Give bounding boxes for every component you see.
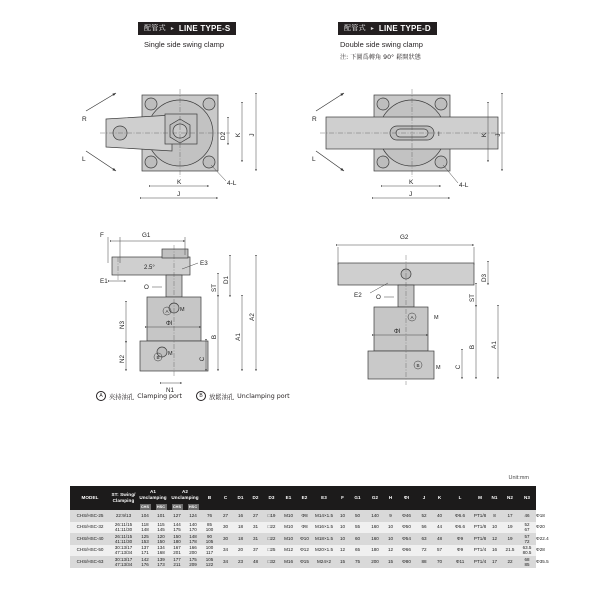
cell-c: 30: [222, 535, 229, 541]
dim-label-i: I: [438, 132, 440, 138]
cell-a1-chs: 104: [141, 512, 149, 518]
table-row: CHS/HSC-32 26:11/15 41:11/30 118 148 115 145 144 175 140 170 85 100 30 18 31 □22 M10 Φ8 M16×1.5 10 55 160 10 Φ50 56 44 Φ6.6 PT1/8 10 19 52 67 Φ20: [70, 522, 536, 534]
cell-l: Φ6.6: [455, 524, 466, 530]
cell-st: 22:9/13: [115, 512, 132, 518]
dim-label-k: K: [409, 179, 414, 186]
dim-label-j-vert: J: [249, 133, 256, 137]
cell-l: Φ9: [456, 547, 464, 553]
cell-a2-hsc: 166 200: [189, 545, 197, 556]
col-m: M: [473, 486, 487, 510]
cell-d2: 37: [252, 547, 259, 553]
section-header-right: [338, 17, 437, 61]
cell-d3: □25: [267, 547, 276, 553]
dim-label-d1: D1: [223, 275, 230, 285]
cell-d3: □22: [267, 524, 276, 530]
col-phi-i: ΦI: [397, 486, 416, 510]
legend-clamping-cn: 夾持油孔: [109, 393, 135, 401]
dim-label-4l: 4-L: [227, 180, 237, 187]
badge-cn-label: 配管式: [144, 24, 166, 32]
cell-e1: M10: [284, 512, 293, 518]
drawing-double-side-top-view: [310, 75, 525, 210]
badge-en-label: LINE TYPE-D: [378, 23, 431, 33]
cell-h: 9: [389, 512, 392, 518]
col-g2: G2: [366, 486, 384, 510]
drawing-double-side-side-view: [330, 225, 535, 395]
col-l: L: [447, 486, 473, 510]
circle-a-icon: A: [96, 391, 106, 401]
cell-n1: 8: [493, 512, 496, 518]
cell-b: 90 105: [205, 533, 214, 544]
section-note-right: 注: 下圖爲轉角 90° 鬆開狀態: [340, 54, 421, 61]
badge-cn-label: 配管式: [344, 24, 366, 32]
cell-d1: 23: [237, 558, 244, 564]
col-b: B: [201, 486, 218, 510]
cell-e1: M12: [284, 547, 293, 553]
legend-unclamping-cn: 放鬆油孔: [208, 393, 235, 401]
dim-label-r: R: [312, 116, 317, 123]
cell-d2: 27: [252, 512, 259, 518]
cell-m: PT1/8: [473, 535, 487, 541]
cell-e1: M10: [284, 535, 293, 541]
cell-a1-hsc: 115 145: [157, 522, 165, 533]
cell-d1: 20: [237, 547, 244, 553]
col-d2: D2: [248, 486, 263, 510]
dim-label-j-vert: J: [495, 133, 502, 137]
cell-a2-chs: 167 201: [173, 545, 181, 556]
cell-j: 52: [421, 512, 427, 518]
section-header-left: [138, 17, 236, 49]
dim-label-4l: 4-L: [459, 182, 469, 189]
dim-label-e3: E3: [200, 260, 208, 267]
dim-label-k-vert: K: [481, 132, 488, 138]
cell-model: CHS/HSC-32: [76, 524, 104, 530]
cell-g2: 140: [371, 512, 379, 518]
badge-separator-icon: ▸: [370, 25, 374, 32]
cell-st: 26:11/15 41:11/30: [114, 533, 133, 544]
cell-g1: 65: [354, 547, 361, 553]
badge-line-type-d: [338, 22, 437, 35]
port-label-m-a: M: [434, 315, 439, 321]
dim-label-b: B: [469, 344, 476, 350]
legend-clamping-en: Clamping port: [137, 392, 182, 400]
cell-k: 70: [436, 558, 443, 564]
cell-m: PT1/8: [473, 524, 487, 530]
col-e1: E1: [280, 486, 297, 510]
cell-n2: 21.5: [505, 547, 515, 553]
cell-st: 30:13/17 47:13/34: [114, 556, 133, 567]
sub-chip-hsc: HSC: [188, 504, 198, 509]
dim-label-angle: 2.5°: [144, 265, 155, 271]
header-row-main: MODEL ST: Swing/ Clamping A1 Unclamping A2 Unclamping B C D1 D2 D3 E1 E2 E3 F G1 G2 H ΦI J K L M N1 N2 N3 Q: [70, 486, 536, 503]
cell-h: 15: [387, 558, 394, 564]
cell-d2: 31: [252, 524, 259, 530]
dim-label-e2: E2: [354, 292, 362, 299]
dim-label-r: R: [82, 116, 87, 123]
subcol-a2-hsc: [185, 503, 201, 510]
circle-b-icon: B: [196, 391, 206, 401]
cell-n3: 46: [524, 512, 530, 518]
dim-label-phi-i: ΦI: [166, 321, 173, 327]
dim-label-l: L: [82, 156, 86, 163]
cell-k: 57: [436, 547, 443, 553]
cell-a1-chs: 125 153: [141, 533, 149, 544]
cell-g1: 50: [354, 512, 361, 518]
cell-e1: M10: [284, 524, 293, 530]
cell-m: PT1/4: [473, 558, 487, 564]
port-legend: [96, 391, 290, 401]
col-h: H: [384, 486, 397, 510]
dim-label-st: ST: [469, 293, 476, 303]
cell-j: 72: [421, 547, 427, 553]
cell-e1: M16: [284, 558, 293, 564]
table-row: CHS/HSC-40 26:11/15 41:11/30 125 153 120 150 150 180 148 178 90 105 30 18 31 □22 M10 Φ10 M18×1.5 10 60 160 10 Φ54 63 48 Φ9 PT1/8 12 19 57 72 Φ22.4: [70, 533, 536, 545]
port-label-m-a: M: [180, 307, 185, 313]
dim-label-d3: D3: [481, 273, 488, 283]
cell-j: 56: [421, 524, 427, 530]
col-a1: A1 Unclamping: [137, 486, 169, 503]
port-label-m-b: M: [168, 351, 173, 357]
dim-label-l: L: [312, 156, 316, 163]
section-subtitle-left: Single side swing clamp: [144, 40, 225, 49]
badge-line-type-s: [138, 22, 236, 35]
cell-a1-hsc: 101: [157, 512, 165, 518]
cell-n1: 17: [491, 558, 498, 564]
cell-g1: 75: [354, 558, 361, 564]
col-e3: E3: [312, 486, 336, 510]
spec-table: [70, 486, 549, 568]
cell-e3: M18×1.5: [315, 535, 334, 541]
sub-chip-hsc: HSC: [156, 504, 166, 509]
cell-g1: 55: [354, 524, 361, 530]
dim-label-a2: A2: [249, 313, 256, 321]
col-n2: N2: [502, 486, 518, 510]
cell-f: 10: [339, 535, 346, 541]
cell-d3: □32: [267, 558, 276, 564]
port-marker-a: A: [410, 315, 414, 320]
dim-label-b: B: [211, 334, 218, 340]
cell-e3: M14×1.5: [315, 512, 334, 518]
cell-d1: 18: [237, 524, 244, 530]
dim-label-k-vert: K: [235, 132, 242, 138]
cell-g2: 180: [371, 547, 379, 553]
cell-st: 26:11/15 41:11/30: [114, 522, 133, 533]
dim-label-a1: A1: [491, 341, 498, 349]
col-e2: E2: [297, 486, 312, 510]
col-st: ST: Swing/ Clamping: [110, 486, 137, 510]
dim-label-c: C: [199, 356, 206, 362]
unit-note: Unit:mm: [508, 475, 529, 481]
dim-label-st: ST: [211, 283, 218, 293]
cell-d2: 48: [252, 558, 259, 564]
col-d1: D1: [233, 486, 248, 510]
cell-e3: M24×2: [316, 558, 332, 564]
cell-n2: 19: [507, 524, 513, 530]
cell-d2: 31: [252, 535, 259, 541]
cell-a1-hsc: 134 168: [157, 545, 165, 556]
col-a2: A2 Unclamping: [169, 486, 201, 503]
port-marker-b: B: [156, 355, 160, 360]
cell-n3: 68 85: [524, 556, 530, 567]
drawing-single-side-side-view: [90, 225, 295, 395]
cell-b: 100 117: [205, 545, 214, 556]
cell-c: 30: [222, 524, 229, 530]
cell-a1-chs: 142 176: [141, 556, 149, 567]
cell-e2: Φ8: [301, 524, 308, 530]
cell-g1: 60: [354, 535, 361, 541]
port-label-m-b: M: [436, 365, 441, 371]
cell-e2: Φ10: [300, 535, 309, 541]
cell-phi-i: Φ54: [402, 535, 411, 541]
cell-a2-chs: 150 180: [173, 533, 181, 544]
cell-e3: M16×1.5: [315, 524, 334, 530]
col-n1: N1: [487, 486, 502, 510]
cell-b: 85 100: [205, 522, 214, 533]
col-g1: G1: [349, 486, 366, 510]
cell-g2: 160: [371, 535, 379, 541]
cell-h: 12: [387, 547, 394, 553]
legend-unclamping-en: Unclamping port: [237, 392, 290, 400]
cell-c: 27: [222, 512, 229, 518]
cell-a2-hsc: 124: [189, 512, 197, 518]
dim-label-n3: N3: [119, 320, 126, 330]
cell-n2: 19: [507, 535, 513, 541]
cell-a2-chs: 177 211: [173, 556, 181, 567]
section-subtitle-right: Double side swing clamp: [340, 40, 423, 49]
cell-j: 88: [421, 558, 427, 564]
cell-phi-i: Φ80: [402, 558, 411, 564]
col-j: J: [416, 486, 432, 510]
cell-k: 48: [436, 535, 443, 541]
col-model: MODEL: [70, 486, 110, 510]
cell-f: 15: [339, 558, 346, 564]
cell-k: 44: [436, 524, 443, 530]
dim-label-n2: N2: [119, 354, 126, 364]
cell-e2: Φ12: [300, 547, 309, 553]
cell-n3: 63.5 80.5: [522, 545, 532, 556]
dim-label-phi-i: ΦI: [394, 329, 401, 335]
cell-k: 40: [436, 512, 443, 518]
dim-label-g1: G1: [142, 232, 151, 239]
subcol-a1-chs: [137, 503, 153, 510]
badge-separator-icon: ▸: [170, 25, 174, 32]
cell-h: 10: [387, 524, 394, 530]
cell-n1: 12: [491, 535, 498, 541]
cell-m: PT1/8: [473, 512, 487, 518]
cell-phi-i: Φ66: [402, 547, 411, 553]
cell-j: 63: [421, 535, 427, 541]
cell-f: 12: [339, 547, 346, 553]
dim-label-e1: E1: [100, 278, 108, 285]
table-row: CHS/HSC-50 30:13/17 47:13/34 137 171 134 168 167 201 166 200 100 117 34 20 37 □25 M12 Φ12 M20×1.5 12 65 180 12 Φ66 72 57 Φ9 PT1/4 16 21.5 63.5 80.5 Φ28: [70, 545, 536, 557]
cell-model: CHS/HSC-63: [76, 558, 104, 564]
cell-d3: □19: [267, 512, 276, 518]
cell-a2-hsc: 140 170: [189, 522, 197, 533]
dim-label-d2: D2: [220, 131, 227, 141]
table-row: CHS/HSC-63 30:13/17 47:13/34 142 176 139 173 177 211 175 209 105 122 34 23 48 □32 M16 Φ15 M24×2 15 75 200 15 Φ80 88 70 Φ11 PT1/4 17 22 68 85 Φ35.5: [70, 556, 536, 568]
cell-f: 10: [339, 524, 346, 530]
dim-label-a1: A1: [235, 333, 242, 341]
col-f: F: [336, 486, 349, 510]
port-marker-a: A: [165, 309, 169, 314]
cell-a2-chs: 127: [173, 512, 181, 518]
cell-phi-i: Φ46: [402, 512, 411, 518]
drawing-single-side-top-view: [80, 75, 285, 210]
badge-en-label: LINE TYPE-S: [178, 23, 231, 33]
col-k: K: [432, 486, 447, 510]
table-row: CHS/HSC-25 22:9/13 104 101 127 124 76 27 16 27 □19 M10 Φ8 M14×1.5 10 50 140 9 Φ46 52 40 Φ6.6 PT1/8 8 17 46 Φ18: [70, 510, 536, 522]
col-n3: N3: [518, 486, 536, 510]
cell-n3: 52 67: [524, 522, 530, 533]
cell-c: 34: [222, 558, 229, 564]
spec-table-wrapper: [70, 486, 549, 568]
dim-label-c: C: [455, 364, 462, 370]
cell-e2: Φ8: [301, 512, 308, 518]
cell-model: CHS/HSC-40: [76, 535, 104, 541]
dim-label-j: J: [177, 191, 181, 198]
col-c: C: [218, 486, 233, 510]
cell-g2: 160: [371, 524, 379, 530]
cell-d1: 18: [237, 535, 244, 541]
cell-a1-chs: 137 171: [141, 545, 149, 556]
cell-c: 34: [222, 547, 229, 553]
cell-g2: 200: [371, 558, 379, 564]
dim-label-n1: N1: [166, 387, 175, 394]
cell-l: Φ9: [456, 535, 464, 541]
cell-n1: 16: [491, 547, 498, 553]
cell-b: 76: [206, 512, 213, 518]
cell-a1-hsc: 120 150: [157, 533, 165, 544]
legend-item-clamping: [96, 391, 182, 401]
sub-chip-chs: CHS: [172, 504, 182, 509]
dim-label-j: J: [409, 191, 413, 198]
cell-st: 30:13/17 47:13/34: [114, 545, 133, 556]
cell-a2-hsc: 148 178: [189, 533, 197, 544]
cell-a2-chs: 144 175: [173, 522, 181, 533]
cell-e2: Φ15: [300, 558, 309, 564]
cell-e3: M20×1.5: [315, 547, 334, 553]
cell-b: 105 122: [205, 556, 214, 567]
cell-h: 10: [387, 535, 394, 541]
dim-label-g2: G2: [400, 234, 409, 241]
cell-phi-i: Φ50: [402, 524, 411, 530]
cell-d1: 16: [237, 512, 244, 518]
dim-label-o: O: [144, 284, 149, 291]
cell-model: CHS/HSC-50: [76, 547, 104, 553]
spec-table-body: [70, 510, 549, 568]
spec-table-head: [70, 486, 540, 510]
cell-m: PT1/4: [473, 547, 487, 553]
cell-n2: 22: [507, 558, 513, 564]
cell-l: Φ6.6: [455, 512, 466, 518]
col-d3: D3: [263, 486, 280, 510]
legend-item-unclamping: [196, 391, 290, 401]
sub-chip-chs: CHS: [140, 504, 150, 509]
dim-label-f: F: [100, 232, 104, 239]
subcol-a1-hsc: [153, 503, 169, 510]
cell-n1: 10: [491, 524, 498, 530]
cell-f: 10: [339, 512, 346, 518]
dim-label-o: O: [376, 294, 381, 301]
subcol-a2-chs: [169, 503, 185, 510]
dim-label-k: K: [177, 179, 182, 186]
cell-a1-chs: 118 148: [141, 522, 149, 533]
cell-a1-hsc: 139 173: [157, 556, 165, 567]
cell-n2: 17: [507, 512, 513, 518]
cell-l: Φ11: [455, 558, 465, 564]
cell-a2-hsc: 175 209: [189, 556, 197, 567]
cell-n3: 57 72: [524, 533, 530, 544]
cell-model: CHS/HSC-25: [76, 512, 104, 518]
cell-d3: □22: [267, 535, 276, 541]
port-marker-b: B: [416, 363, 420, 368]
